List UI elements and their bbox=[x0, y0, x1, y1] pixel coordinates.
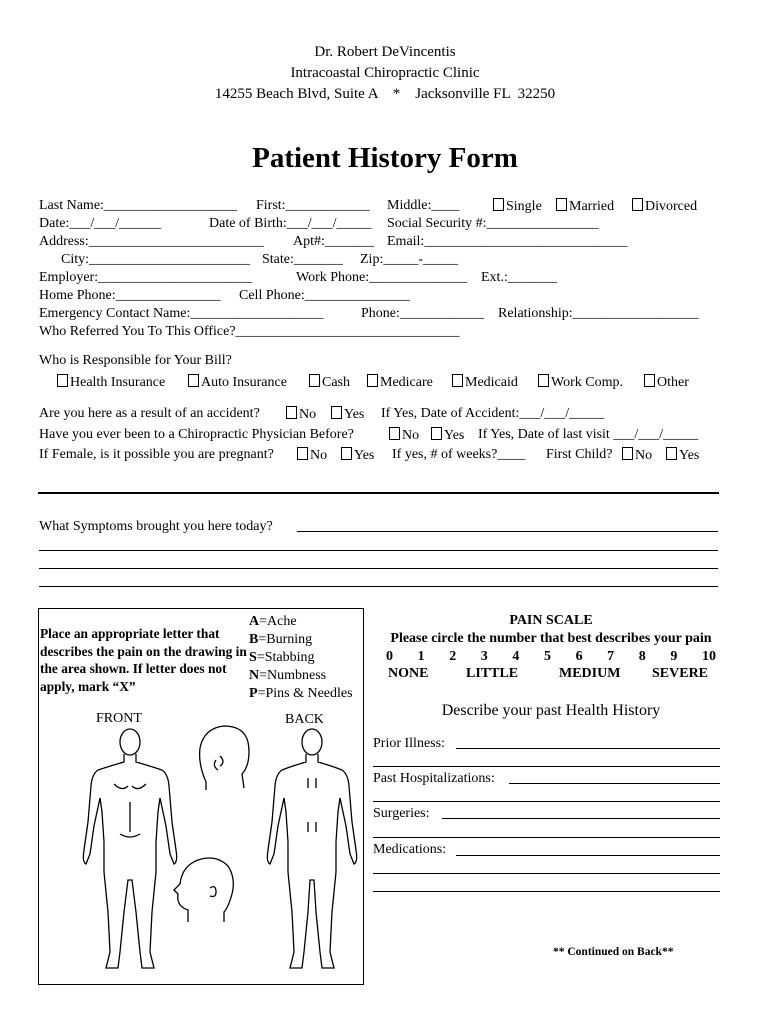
billing-other[interactable] bbox=[644, 374, 689, 391]
checkbox[interactable] bbox=[367, 374, 378, 387]
date-field[interactable]: Date:___/___/______ bbox=[39, 216, 162, 231]
single-label: Single bbox=[506, 199, 542, 214]
pain-instruction: Place an appropriate letter that describes the pain on the drawing in the area shown. If letter does not apply, mark “X” bbox=[40, 626, 247, 694]
pain-number[interactable]: 10 bbox=[701, 649, 716, 664]
accident-question: Are you here as a result of an accident? bbox=[39, 406, 260, 421]
chiro-yes[interactable] bbox=[431, 427, 464, 444]
accident-yes[interactable] bbox=[331, 406, 364, 423]
checkbox[interactable] bbox=[309, 374, 320, 387]
billing-auto-insurance[interactable] bbox=[188, 374, 287, 391]
front-label: FRONT bbox=[96, 711, 142, 726]
hospitalizations-label: Past Hospitalizations: bbox=[373, 771, 495, 786]
medications-label: Medications: bbox=[373, 842, 447, 857]
pain-scale-title: PAIN SCALE bbox=[509, 613, 593, 628]
history-title: Describe your past Health History bbox=[441, 702, 661, 719]
clinic-name: Intracoastal Chiropractic Clinic bbox=[290, 65, 480, 81]
page-title: Patient History Form bbox=[252, 142, 518, 174]
city-field[interactable]: City:_______________________ bbox=[61, 252, 251, 267]
prior-illness-line[interactable] bbox=[373, 766, 720, 767]
continued-note: ** Continued on Back** bbox=[553, 946, 674, 958]
apt-field[interactable]: Apt#:_______ bbox=[293, 234, 374, 249]
body-back-drawing[interactable] bbox=[264, 722, 360, 980]
checkbox[interactable] bbox=[644, 374, 655, 387]
pain-legend bbox=[249, 613, 353, 703]
checkbox[interactable] bbox=[286, 406, 297, 419]
married-label: Married bbox=[569, 199, 615, 214]
cell-phone-field[interactable]: Cell Phone:_______________ bbox=[239, 288, 410, 303]
option-label: Health Insurance bbox=[70, 375, 166, 390]
first-child-label: First Child? bbox=[546, 447, 613, 462]
ext-field[interactable]: Ext.:_______ bbox=[481, 270, 557, 285]
surgeries-label: Surgeries: bbox=[373, 806, 430, 821]
pain-level-none: NONE bbox=[388, 666, 429, 681]
option-label: Medicaid bbox=[465, 375, 518, 390]
hospitalizations-line[interactable] bbox=[373, 801, 720, 802]
checkbox[interactable] bbox=[452, 374, 463, 387]
surgeries-line[interactable] bbox=[373, 837, 720, 838]
email-field[interactable]: Email:_____________________________ bbox=[387, 234, 628, 249]
billing-medicaid[interactable] bbox=[452, 374, 518, 391]
checkbox[interactable] bbox=[666, 447, 677, 460]
yes-label: Yes bbox=[344, 407, 365, 422]
billing-medicare[interactable] bbox=[367, 374, 433, 391]
chiro-question: Have you ever been to a Chiropractic Physician Before? bbox=[39, 427, 354, 442]
first-child-no[interactable] bbox=[622, 447, 652, 464]
clinic-address: 14255 Beach Blvd, Suite A * Jacksonville FL 32250 bbox=[214, 86, 556, 102]
checkbox[interactable] bbox=[331, 406, 342, 419]
pain-number[interactable]: 3 bbox=[480, 649, 488, 664]
accident-date-field[interactable]: If Yes, Date of Accident:___/___/_____ bbox=[381, 406, 605, 421]
chiro-date-field[interactable]: If Yes, Date of last visit ___/___/_____ bbox=[478, 427, 699, 442]
checkbox[interactable] bbox=[188, 374, 199, 387]
pain-scale-instruction: Please circle the number that best describes your pain bbox=[390, 631, 712, 646]
first-name-field[interactable]: First:____________ bbox=[256, 198, 370, 213]
pain-number[interactable]: 5 bbox=[543, 649, 551, 664]
head-side-drawing[interactable] bbox=[192, 722, 258, 792]
emergency-phone-field[interactable]: Phone:____________ bbox=[361, 306, 484, 321]
section-divider bbox=[38, 492, 719, 494]
checkbox[interactable] bbox=[556, 198, 567, 211]
state-field[interactable]: State:_______ bbox=[262, 252, 343, 267]
checkbox[interactable] bbox=[431, 427, 442, 440]
billing-question: Who is Responsible for Your Bill? bbox=[39, 353, 232, 368]
yes-label: Yes bbox=[444, 428, 465, 443]
ssn-field[interactable]: Social Security #:________________ bbox=[387, 216, 599, 231]
pain-number[interactable]: 7 bbox=[607, 649, 615, 664]
legend-numbness: N=Numbness bbox=[249, 668, 327, 683]
prior-illness-label: Prior Illness: bbox=[373, 736, 445, 751]
pain-number[interactable]: 9 bbox=[670, 649, 678, 664]
checkbox[interactable] bbox=[389, 427, 400, 440]
legend-burning: B=Burning bbox=[249, 632, 313, 647]
relationship-field[interactable]: Relationship:__________________ bbox=[498, 306, 699, 321]
pain-level-medium: MEDIUM bbox=[559, 666, 621, 681]
billing-cash[interactable] bbox=[309, 374, 350, 391]
symptoms-line[interactable] bbox=[39, 550, 718, 551]
medications-line[interactable] bbox=[373, 873, 720, 874]
emergency-contact-field[interactable]: Emergency Contact Name:___________________ bbox=[39, 306, 324, 321]
home-phone-field[interactable]: Home Phone:_______________ bbox=[39, 288, 221, 303]
surgeries-line[interactable] bbox=[442, 818, 720, 819]
hospitalizations-line[interactable] bbox=[509, 783, 720, 784]
head-profile-drawing[interactable] bbox=[172, 852, 240, 924]
option-label: Other bbox=[657, 375, 689, 390]
medications-line[interactable] bbox=[456, 855, 720, 856]
marital-divorced[interactable] bbox=[632, 198, 697, 215]
accident-no[interactable] bbox=[286, 406, 316, 423]
pain-number[interactable]: 6 bbox=[575, 649, 583, 664]
last-name-field[interactable]: Last Name:___________________ bbox=[39, 198, 237, 213]
symptoms-line[interactable] bbox=[297, 531, 718, 532]
divorced-label: Divorced bbox=[645, 199, 698, 214]
back-label: BACK bbox=[285, 712, 324, 727]
billing-health-insurance[interactable] bbox=[57, 374, 165, 391]
pain-level-little: LITTLE bbox=[466, 666, 519, 681]
symptoms-line[interactable] bbox=[39, 568, 718, 569]
symptoms-question: What Symptoms brought you here today? bbox=[39, 519, 273, 534]
checkbox[interactable] bbox=[538, 374, 549, 387]
weeks-field[interactable]: If yes, # of weeks?____ bbox=[392, 447, 526, 462]
prior-illness-line[interactable] bbox=[456, 748, 720, 749]
doctor-name: Dr. Robert DeVincentis bbox=[314, 44, 456, 60]
pain-number[interactable]: 8 bbox=[638, 649, 646, 664]
middle-name-field[interactable]: Middle:____ bbox=[387, 198, 460, 213]
work-phone-field[interactable]: Work Phone:______________ bbox=[296, 270, 468, 285]
marital-married[interactable] bbox=[556, 198, 614, 215]
pregnant-question: If Female, is it possible you are pregnant? bbox=[39, 447, 274, 462]
pain-number[interactable]: 1 bbox=[417, 649, 425, 664]
legend-ache: A=Ache bbox=[249, 614, 297, 629]
chiro-no[interactable] bbox=[389, 427, 419, 444]
checkbox[interactable] bbox=[632, 198, 643, 211]
pain-level-severe: SEVERE bbox=[652, 666, 709, 681]
checkbox[interactable] bbox=[341, 447, 352, 460]
symptoms-line[interactable] bbox=[39, 586, 718, 587]
body-front-drawing[interactable] bbox=[80, 722, 180, 980]
checkbox[interactable] bbox=[493, 198, 504, 211]
checkbox[interactable] bbox=[57, 374, 68, 387]
no-label: No bbox=[635, 448, 653, 463]
option-label: Medicare bbox=[380, 375, 433, 390]
pain-number[interactable]: 0 bbox=[386, 649, 393, 664]
pregnant-yes[interactable] bbox=[341, 447, 374, 464]
no-label: No bbox=[402, 428, 420, 443]
no-label: No bbox=[299, 407, 317, 422]
pain-scale-numbers bbox=[386, 649, 716, 665]
yes-label: Yes bbox=[679, 448, 700, 463]
employer-field[interactable]: Employer:______________________ bbox=[39, 270, 253, 285]
first-child-yes[interactable] bbox=[666, 447, 699, 464]
pain-number[interactable]: 2 bbox=[449, 649, 457, 664]
referred-field[interactable]: Who Referred You To This Office?________________________________ bbox=[39, 324, 460, 339]
zip-field[interactable]: Zip:_____-_____ bbox=[360, 252, 458, 267]
yes-label: Yes bbox=[354, 448, 375, 463]
marital-single[interactable] bbox=[493, 198, 542, 215]
no-label: No bbox=[310, 448, 328, 463]
billing-work-comp[interactable] bbox=[538, 374, 623, 391]
option-label: Auto Insurance bbox=[201, 375, 287, 390]
pregnant-no[interactable] bbox=[297, 447, 327, 464]
medications-line[interactable] bbox=[373, 891, 720, 892]
option-label: Cash bbox=[322, 375, 350, 390]
dob-field[interactable]: Date of Birth:___/___/_____ bbox=[209, 216, 372, 231]
legend-stabbing: S=Stabbing bbox=[249, 650, 315, 665]
legend-pins-needles: P=Pins & Needles bbox=[249, 686, 353, 701]
address-field[interactable]: Address:_________________________ bbox=[39, 234, 264, 249]
checkbox[interactable] bbox=[297, 447, 308, 460]
pain-number[interactable]: 4 bbox=[512, 649, 520, 664]
option-label: Work Comp. bbox=[551, 375, 623, 390]
checkbox[interactable] bbox=[622, 447, 633, 460]
